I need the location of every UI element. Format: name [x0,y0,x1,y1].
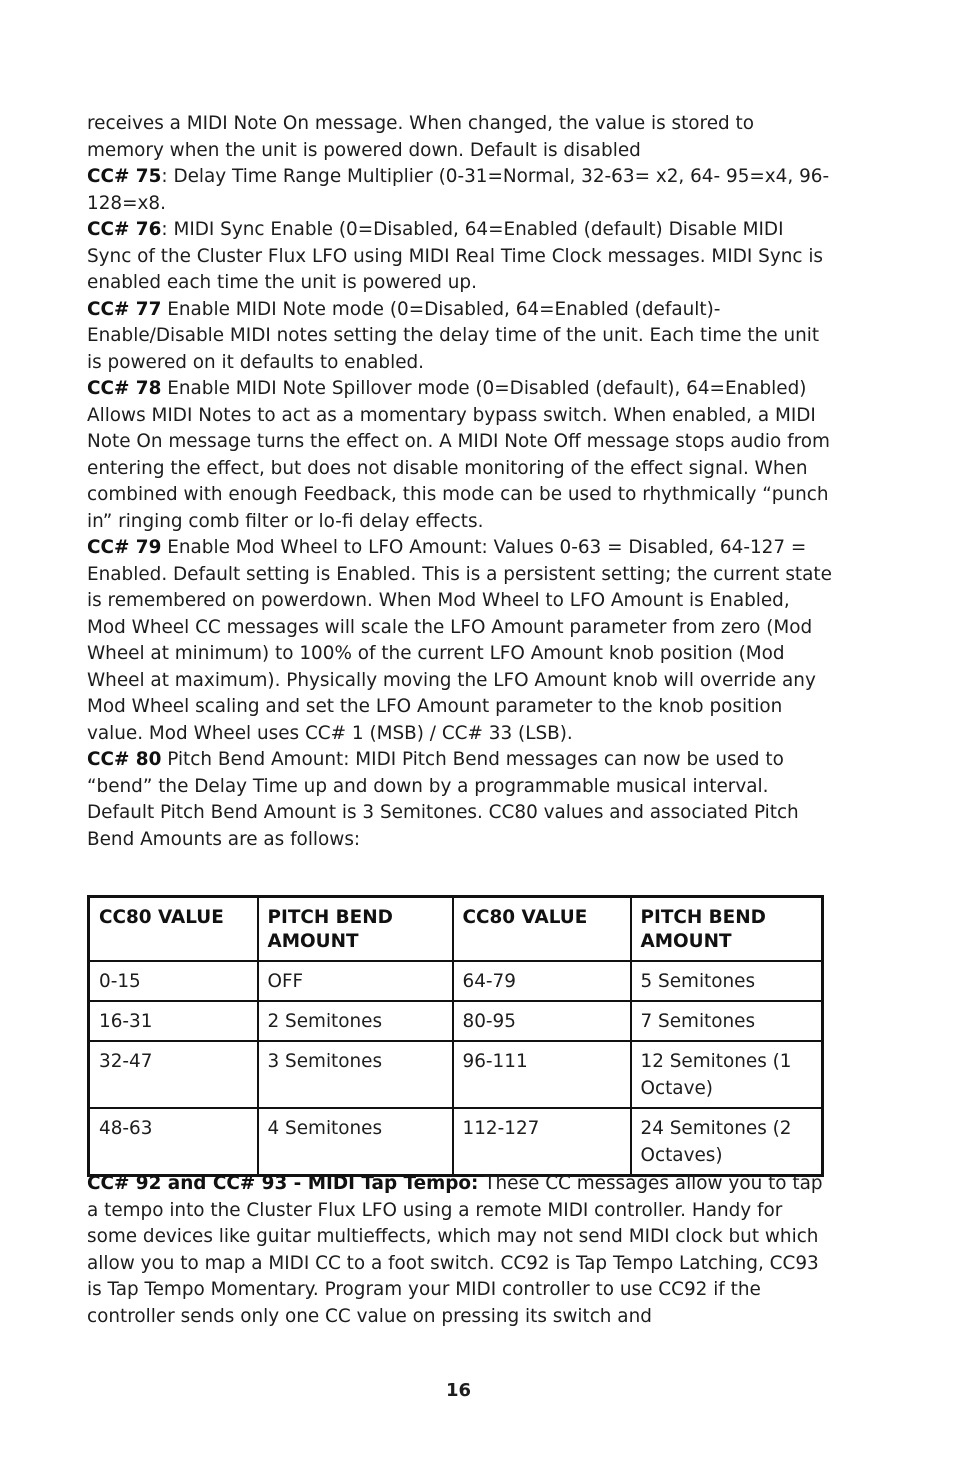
paragraph-text: Enable Mod Wheel to LFO Amount: Values 0-63 = Disabled, 64-127 = Enabled. Default setting is Enabled. This is a persistent setting; the current state is remembered on powerdown. When Mod Wheel to LFO Amount is Enabled, Mod Wheel CC messages will scale the LFO Amount parameter from zero (Mod Wheel at minimum) to 100% of the current LFO Amount knob position (Mod Wheel at maximum). Physically moving the LFO Amount knob will override any Mod Wheel scaling and set the LFO Amount parameter to the knob position value. Mod Wheel uses CC# 1 (MSB) / CC# 33 (LSB). [87,537,832,744]
paragraph-text: : Delay Time Range Multiplier (0-31=Normal, 32-63= x2, 64- 95=x4, 96-128=x8. [87,166,830,214]
paragraph-text: Pitch Bend Amount: MIDI Pitch Bend messages can now be used to “bend” the Delay Time up and down by a programmable musical interval. Default Pitch Bend Amount is 3 Semitones. CC80 values and associated Pitch Bend Amounts are as follows: [87,749,799,850]
paragraph-cc80 [87,747,832,853]
table-cell: 12 Semitones (1 Octave) [631,1041,823,1108]
paragraph-cc76 [87,217,832,297]
table-cell: 48-63 [89,1108,258,1176]
table-cell: 3 Semitones [258,1041,453,1108]
cc-label: CC# 80 [87,749,162,770]
column-header: CC80 VALUE [89,897,258,962]
paragraph-text: Enable MIDI Note mode (0=Disabled, 64=Enabled (default)- Enable/Disable MIDI notes setting the delay time of the unit. Each time the unit is powered on it defaults to enabled. [87,298,820,373]
tap-tempo-label: CC# 92 and CC# 93 - MIDI Tap Tempo: [87,1173,479,1194]
paragraph-cc77 [87,297,832,377]
table-cell: 16-31 [89,1001,258,1041]
table-cell: 80-95 [453,1001,631,1041]
table-cell: 32-47 [89,1041,258,1108]
column-header: PITCH BEND AMOUNT [631,897,823,962]
table-cell: 4 Semitones [258,1108,453,1176]
table-cell: 64-79 [453,961,631,1001]
paragraph-cc79 [87,535,832,747]
page-number: 16 [445,1380,472,1401]
table-cell: 24 Semitones (2 Octaves) [631,1108,823,1176]
paragraph-tap-tempo [87,1171,832,1330]
cc-label: CC# 75 [87,166,162,187]
table-header-row [89,897,823,962]
cc-label: CC# 79 [87,537,162,558]
pitch-bend-table [87,895,824,1177]
cc-label: CC# 76 [87,219,162,240]
paragraph-continued [87,111,832,164]
paragraph-text: These CC messages allow you to tap a tempo into the Cluster Flux LFO using a remote MIDI controller. Handy for some devices like guitar multieffects, which may not send MIDI clock but which allow you to map a MIDI CC to a foot switch. CC92 is Tap Tempo Latching, CC93 is Tap Tempo Momentary. Program your MIDI controller to use CC92 if the controller sends only one CC value on pressing its switch and [87,1173,823,1327]
paragraph-text: Enable MIDI Note Spillover mode (0=Disabled (default), 64=Enabled) Allows MIDI Notes to act as a momentary bypass switch. When enabled, a MIDI Note On message turns the effect on. A MIDI Note Off message stops audio from entering the effect, but does not disable monitoring of the effect signal. When combined with enough Feedback, this mode can be used to rhythmically “punch in” ringing comb filter or lo-fi delay effects. [87,378,830,532]
table-cell: 112-127 [453,1108,631,1176]
column-header: CC80 VALUE [453,897,631,962]
table-cell: 5 Semitones [631,961,823,1001]
table-row [89,1001,823,1041]
cc-label: CC# 77 [87,298,162,320]
table-cell: 0-15 [89,961,258,1001]
table-cell: 7 Semitones [631,1001,823,1041]
paragraph-cc78 [87,376,832,535]
paragraph-text: : MIDI Sync Enable (0=Disabled, 64=Enabled (default) Disable MIDI Sync of the Cluster Flux LFO using MIDI Real Time Clock messages. MIDI Sync is enabled each time the unit is powered up. [87,219,824,293]
table-cell: 96-111 [453,1041,631,1108]
cc-label: CC# 78 [87,378,162,399]
table-cell: OFF [258,961,453,1001]
table-row [89,961,823,1001]
table-cell: 2 Semitones [258,1001,453,1041]
table-row [89,1108,823,1176]
column-header: PITCH BEND AMOUNT [258,897,453,962]
table-row [89,1041,823,1108]
paragraph-cc75 [87,164,832,217]
manual-body [87,111,832,853]
paragraph-text: receives a MIDI Note On message. When changed, the value is stored to memory when the unit is powered down. Default is disabled [87,113,755,161]
